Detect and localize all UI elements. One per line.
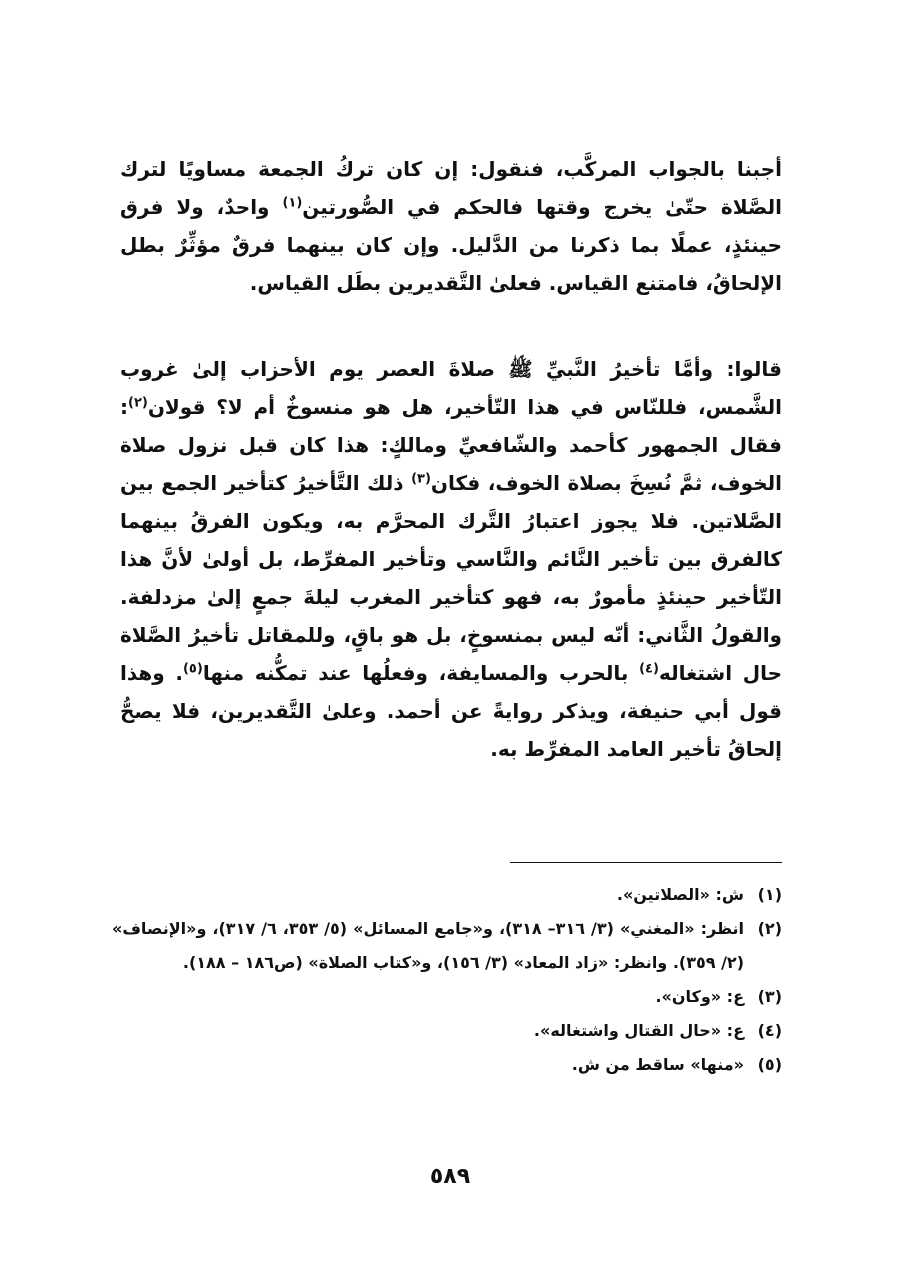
footnote-item bbox=[112, 1014, 782, 1048]
paragraph-2-text-part-2: : فقال الجمهور كأحمد والشّافعيِّ ومالكٍ: هذا كان قبل نزول صلاة الخوف، ثمَّ نُسِخَ بصلاة الخوف، فكان bbox=[120, 395, 782, 495]
paragraph-2-text-part-3: ذلك التَّأخيرُ كتأخير الجمع بين الصَّلاتين. فلا يجوز اعتبارُ التَّرك المحرَّم به، ويكون الفرقُ بينهما كالفرق بين تأخير النَّائم والنَّاسي وتأخير المفرِّط، بل أولىٰ لأنَّ هذا التّأخير حينئذٍ مأمورٌ به، فهو كتأخير المغرب ليلةَ جمعٍ إلىٰ مزدلفة. والقولُ الثَّاني: أنّه ليس بمنسوخٍ، بل هو باقٍ، وللمقاتل تأخيرُ الصَّلاة حال اشتغاله bbox=[120, 471, 782, 685]
page-number: ٥٨٩ bbox=[429, 1164, 471, 1189]
footnote-ref-4: (٤) bbox=[639, 661, 659, 677]
footnote-separator bbox=[510, 862, 782, 863]
footnotes-section bbox=[112, 878, 782, 1082]
footnote-item bbox=[112, 912, 782, 980]
footnote-text: «منها» ساقط من ش. bbox=[571, 1055, 744, 1074]
paragraph-2-text-part-5: . وهذا قول أبي حنيفة، ويذكر روايةً عن أحمد. وعلىٰ التَّقديرين، فلا يصحُّ إلحاقُ تأخير العامد المفرِّط به. bbox=[120, 661, 782, 761]
footnote-number: (٥) bbox=[757, 1055, 782, 1074]
footnote-number: (٤) bbox=[757, 1021, 782, 1040]
footnote-ref-3: (٣) bbox=[411, 471, 431, 487]
footnote-number: (٢) bbox=[757, 919, 782, 938]
footnote-item bbox=[112, 1048, 782, 1082]
footnote-item bbox=[112, 980, 782, 1014]
footnote-item bbox=[112, 878, 782, 912]
paragraph-text bbox=[120, 350, 782, 768]
footnote-text: ع: «وكان». bbox=[655, 987, 744, 1006]
paragraph-1-text: أجبنا بالجواب المركَّب، فنقول: إن كان تركُ الجمعة مساويًا لترك الصَّلاة حتّىٰ يخرج وقتها فالحكم في الصُّورتين bbox=[120, 157, 782, 219]
main-paragraph-2 bbox=[120, 350, 782, 768]
footnote-text: ش: «الصلاتين». bbox=[616, 885, 744, 904]
paragraph-1-text-continued: واحدٌ، ولا فرق حينئذٍ، عملًا بما ذكرنا من الدَّليل. وإن كان بينهما فرقٌ مؤثِّرٌ بطل الإلحاقُ، فامتنع القياس. فعلىٰ التَّقديرين بطَل القياس. bbox=[120, 195, 782, 295]
footnote-text: ع: «حال القتال واشتغاله». bbox=[533, 1021, 744, 1040]
footnote-ref-5: (٥) bbox=[182, 661, 203, 677]
paragraph-2-text-part-1: قالوا: وأمَّا تأخيرُ النَّبيِّ ﷺ صلاةَ العصر يوم الأحزاب إلىٰ غروب الشَّمس، فللنّاس في هذا التّأخير، هل هو منسوخٌ أم لا؟ قولان bbox=[120, 357, 782, 419]
footnote-number: (١) bbox=[757, 885, 782, 904]
footnote-ref-1: (١) bbox=[282, 195, 303, 211]
footnote-ref-2: (٢) bbox=[128, 395, 148, 411]
footnote-text: انظر: «المغني» (٣/ ٣١٦– ٣١٨)، و«جامع المسائل» (٥/ ٣٥٣، ٦/ ٣١٧)، و«الإنصاف» (٢/ ٣٥٩). وانظر: «زاد المعاد» (٣/ ١٥٦)، و«كتاب الصلاة» (ص١٨٦ – ١٨٨). bbox=[112, 919, 745, 972]
paragraph-text bbox=[120, 150, 782, 302]
footnote-number: (٣) bbox=[757, 987, 782, 1006]
paragraph-2-text-part-4: بالحرب والمسايفة، وفعلُها عند تمكُّنه منها bbox=[202, 661, 640, 685]
main-paragraph-1 bbox=[120, 150, 782, 302]
